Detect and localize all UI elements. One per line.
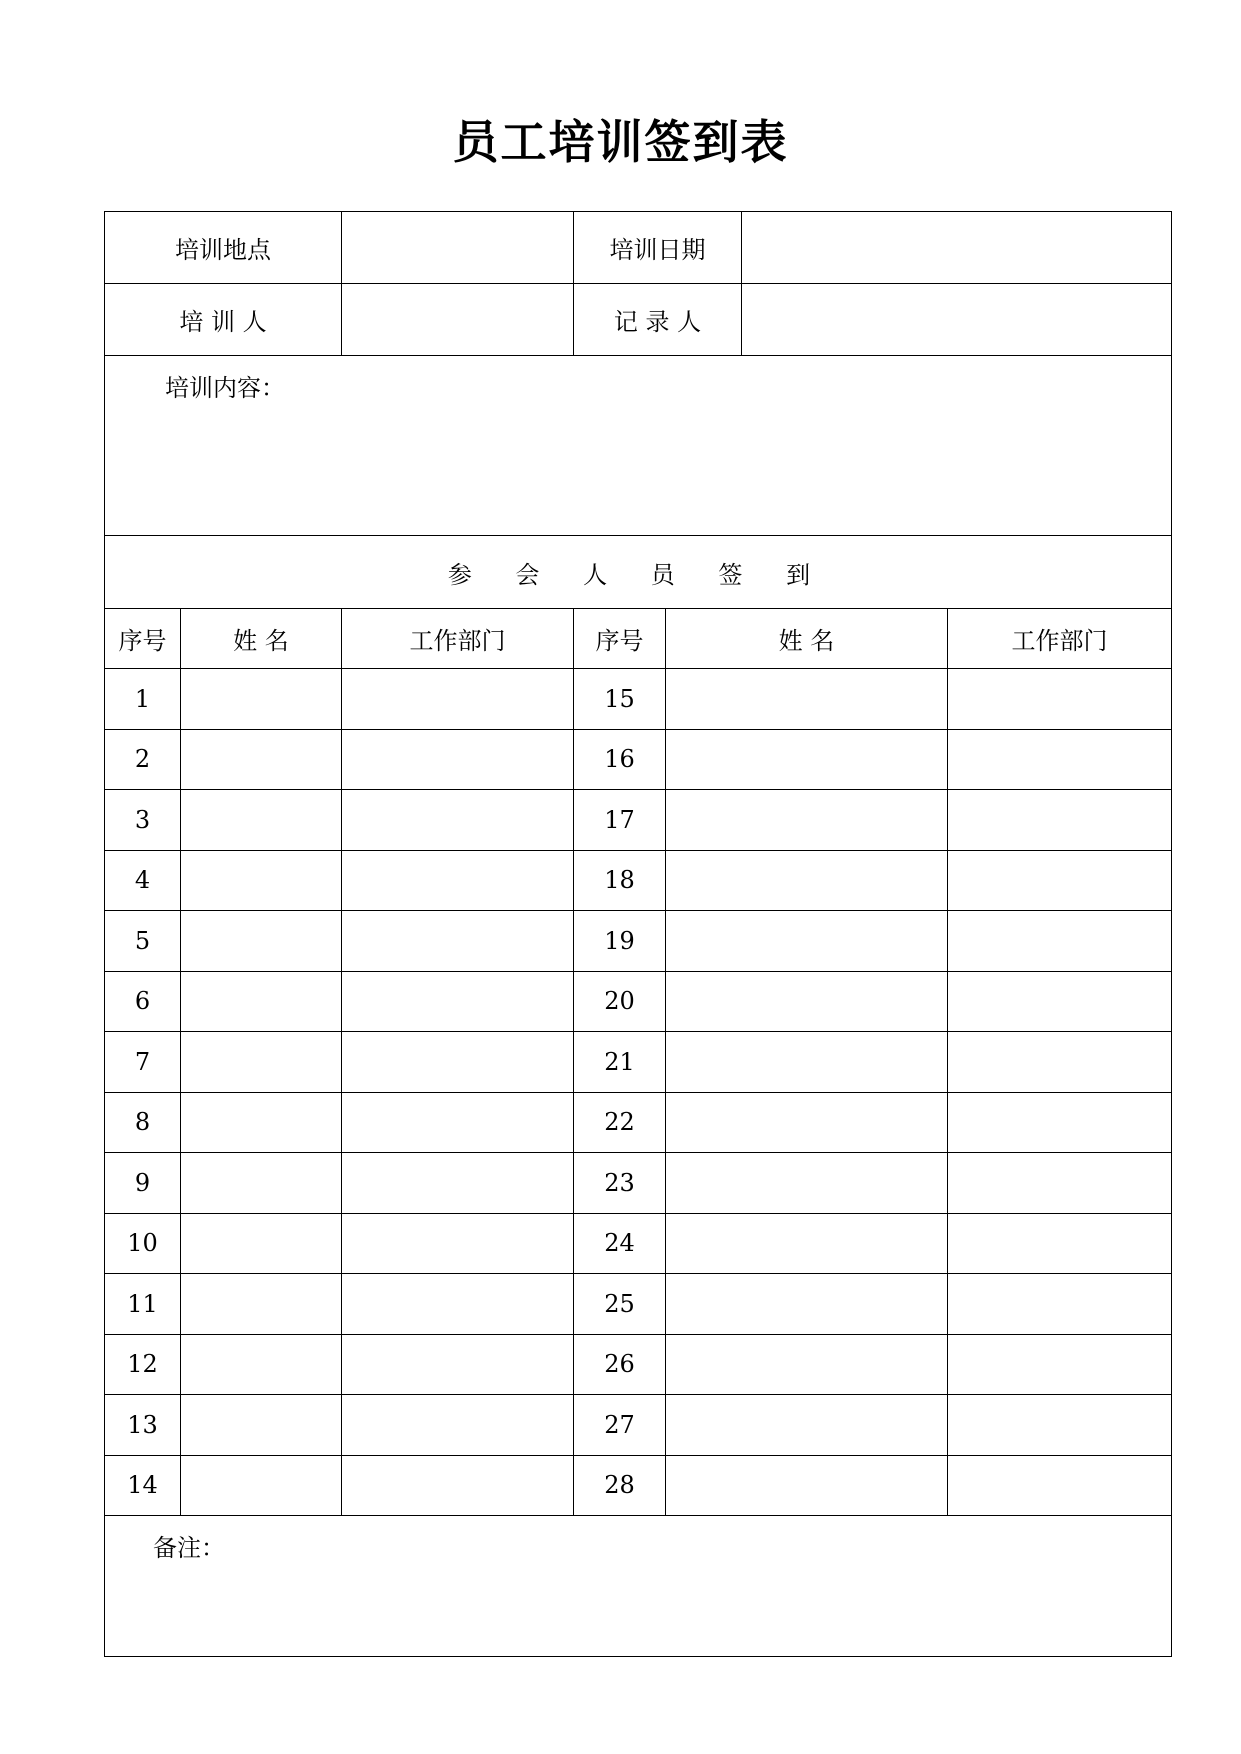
- dept-right-field[interactable]: [948, 1334, 1172, 1395]
- trainer-field[interactable]: [342, 284, 574, 356]
- seq-right: 22: [574, 1092, 666, 1153]
- info-row-trainer-recorder: [105, 284, 1172, 356]
- name-right-field[interactable]: [666, 669, 948, 730]
- header-name-left: 姓 名: [181, 609, 342, 669]
- header-name-right: 姓 名: [666, 609, 948, 669]
- seq-left: 14: [105, 1455, 181, 1516]
- dept-right-field[interactable]: [948, 1153, 1172, 1214]
- name-left-field[interactable]: [181, 729, 342, 790]
- dept-right-field[interactable]: [948, 911, 1172, 972]
- recorder-field[interactable]: [742, 284, 1172, 356]
- dept-right-field[interactable]: [948, 1455, 1172, 1516]
- recorder-label: 记 录 人: [574, 284, 742, 356]
- info-row-location-date: [105, 212, 1172, 284]
- location-field[interactable]: [342, 212, 574, 284]
- name-left-field[interactable]: [181, 850, 342, 911]
- seq-left: 4: [105, 850, 181, 911]
- table-row: [105, 790, 1172, 851]
- header-dept-right: 工作部门: [948, 609, 1172, 669]
- name-left-field[interactable]: [181, 1395, 342, 1456]
- content-label: 培训内容：: [165, 374, 285, 402]
- name-right-field[interactable]: [666, 1455, 948, 1516]
- signin-title-row: [105, 536, 1172, 609]
- seq-right: 17: [574, 790, 666, 851]
- table-row: [105, 971, 1172, 1032]
- seq-left: 10: [105, 1213, 181, 1274]
- name-right-field[interactable]: [666, 1395, 948, 1456]
- seq-left: 3: [105, 790, 181, 851]
- name-right-field[interactable]: [666, 729, 948, 790]
- content-field[interactable]: [105, 356, 1172, 536]
- dept-left-field[interactable]: [342, 911, 574, 972]
- name-right-field[interactable]: [666, 1334, 948, 1395]
- dept-left-field[interactable]: [342, 1213, 574, 1274]
- name-right-field[interactable]: [666, 1032, 948, 1093]
- dept-left-field[interactable]: [342, 1334, 574, 1395]
- seq-left: 5: [105, 911, 181, 972]
- dept-right-field[interactable]: [948, 1092, 1172, 1153]
- dept-left-field[interactable]: [342, 790, 574, 851]
- dept-left-field[interactable]: [342, 971, 574, 1032]
- dept-left-field[interactable]: [342, 1032, 574, 1093]
- header-dept-left: 工作部门: [342, 609, 574, 669]
- seq-right: 16: [574, 729, 666, 790]
- name-left-field[interactable]: [181, 1274, 342, 1335]
- dept-right-field[interactable]: [948, 729, 1172, 790]
- dept-left-field[interactable]: [342, 1153, 574, 1214]
- location-label: 培训地点: [105, 212, 342, 284]
- dept-right-field[interactable]: [948, 850, 1172, 911]
- seq-right: 18: [574, 850, 666, 911]
- table-row: [105, 669, 1172, 730]
- seq-right: 24: [574, 1213, 666, 1274]
- seq-left: 1: [105, 669, 181, 730]
- dept-left-field[interactable]: [342, 669, 574, 730]
- dept-right-field[interactable]: [948, 669, 1172, 730]
- dept-right-field[interactable]: [948, 971, 1172, 1032]
- dept-right-field[interactable]: [948, 1213, 1172, 1274]
- header-seq-left: 序号: [105, 609, 181, 669]
- signin-section-title: 参 会 人 员 签 到: [105, 536, 1172, 609]
- content-row: [105, 356, 1172, 536]
- seq-left: 9: [105, 1153, 181, 1214]
- name-left-field[interactable]: [181, 1153, 342, 1214]
- remarks-label: 备注：: [153, 1534, 225, 1562]
- seq-left: 6: [105, 971, 181, 1032]
- signin-form-table: [104, 211, 1172, 1657]
- seq-left: 7: [105, 1032, 181, 1093]
- name-left-field[interactable]: [181, 971, 342, 1032]
- table-row: [105, 1395, 1172, 1456]
- name-right-field[interactable]: [666, 911, 948, 972]
- dept-left-field[interactable]: [342, 1274, 574, 1335]
- header-seq-right: 序号: [574, 609, 666, 669]
- seq-left: 13: [105, 1395, 181, 1456]
- name-left-field[interactable]: [181, 1092, 342, 1153]
- seq-right: 20: [574, 971, 666, 1032]
- name-right-field[interactable]: [666, 1213, 948, 1274]
- name-right-field[interactable]: [666, 971, 948, 1032]
- table-row: [105, 911, 1172, 972]
- seq-right: 26: [574, 1334, 666, 1395]
- name-left-field[interactable]: [181, 790, 342, 851]
- seq-right: 27: [574, 1395, 666, 1456]
- date-label: 培训日期: [574, 212, 742, 284]
- seq-left: 11: [105, 1274, 181, 1335]
- table-row: [105, 729, 1172, 790]
- seq-left: 12: [105, 1334, 181, 1395]
- dept-right-field[interactable]: [948, 790, 1172, 851]
- remarks-field[interactable]: [105, 1516, 1172, 1657]
- table-row: [105, 1274, 1172, 1335]
- name-left-field[interactable]: [181, 1334, 342, 1395]
- dept-right-field[interactable]: [948, 1395, 1172, 1456]
- seq-right: 19: [574, 911, 666, 972]
- seq-right: 21: [574, 1032, 666, 1093]
- seq-right: 25: [574, 1274, 666, 1335]
- table-row: [105, 1334, 1172, 1395]
- name-left-field[interactable]: [181, 911, 342, 972]
- table-row: [105, 1153, 1172, 1214]
- table-row: [105, 1092, 1172, 1153]
- name-left-field[interactable]: [181, 1455, 342, 1516]
- dept-right-field[interactable]: [948, 1032, 1172, 1093]
- seq-right: 23: [574, 1153, 666, 1214]
- dept-left-field[interactable]: [342, 729, 574, 790]
- name-right-field[interactable]: [666, 1153, 948, 1214]
- signin-header-row: [105, 609, 1172, 669]
- name-right-field[interactable]: [666, 850, 948, 911]
- date-field[interactable]: [742, 212, 1172, 284]
- remarks-row: [105, 1516, 1172, 1657]
- table-row: [105, 1032, 1172, 1093]
- name-left-field[interactable]: [181, 669, 342, 730]
- table-row: [105, 1455, 1172, 1516]
- name-right-field[interactable]: [666, 790, 948, 851]
- seq-left: 2: [105, 729, 181, 790]
- table-row: [105, 850, 1172, 911]
- dept-left-field[interactable]: [342, 850, 574, 911]
- dept-right-field[interactable]: [948, 1274, 1172, 1335]
- seq-right: 15: [574, 669, 666, 730]
- dept-left-field[interactable]: [342, 1395, 574, 1456]
- seq-left: 8: [105, 1092, 181, 1153]
- name-right-field[interactable]: [666, 1092, 948, 1153]
- dept-left-field[interactable]: [342, 1092, 574, 1153]
- name-right-field[interactable]: [666, 1274, 948, 1335]
- name-left-field[interactable]: [181, 1213, 342, 1274]
- table-row: [105, 1213, 1172, 1274]
- page-title: 员工培训签到表: [452, 115, 789, 169]
- dept-left-field[interactable]: [342, 1455, 574, 1516]
- seq-right: 28: [574, 1455, 666, 1516]
- name-left-field[interactable]: [181, 1032, 342, 1093]
- trainer-label: 培 训 人: [105, 284, 342, 356]
